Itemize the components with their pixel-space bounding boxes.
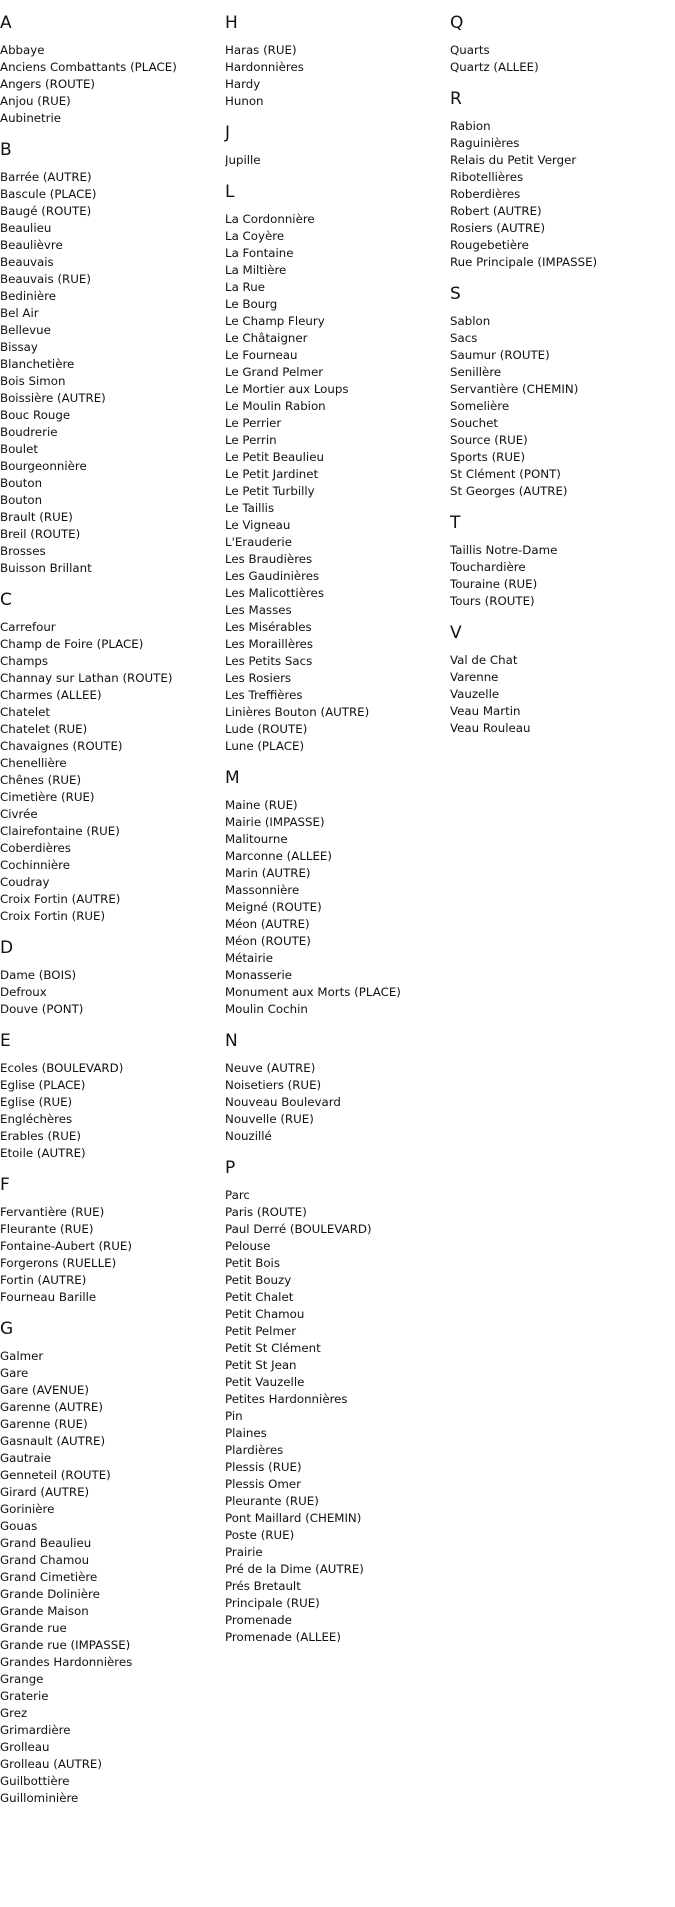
street-entry: Grange (0, 1672, 44, 1686)
street-entry: Guillominière (0, 1791, 79, 1805)
street-entry: Parc (225, 1188, 250, 1202)
street-entry: Ribotellières (450, 170, 524, 184)
street-entry: Plessis Omer (225, 1477, 302, 1491)
street-entry: Clairefontaine (RUE) (0, 824, 120, 838)
street-entry: Aubinetrie (0, 111, 62, 125)
section-letter-heading: T (450, 513, 461, 533)
street-entry: Engléchères (0, 1112, 73, 1126)
street-entry: Tours (ROUTE) (450, 594, 535, 608)
street-entry: Gorinière (0, 1502, 55, 1516)
street-entry: Gasnault (AUTRE) (0, 1434, 106, 1448)
street-entry: Varenne (450, 670, 499, 684)
section-letter-heading: C (0, 590, 12, 610)
street-entry: Sports (RUE) (450, 450, 526, 464)
street-entry: Plaines (225, 1426, 267, 1440)
street-entry: Haras (RUE) (225, 43, 297, 57)
street-entry: Linières Bouton (AUTRE) (225, 705, 370, 719)
street-entry: Rosiers (AUTRE) (450, 221, 546, 235)
street-entry: La Miltière (225, 263, 287, 277)
street-entry: Bouc Rouge (0, 408, 71, 422)
street-entry: Bedinière (0, 289, 56, 303)
section-letter-heading: E (0, 1031, 11, 1051)
street-entry: Angers (ROUTE) (0, 77, 96, 91)
street-list (0, 960, 225, 1018)
street-entry: Bissay (0, 340, 38, 354)
letter-section (0, 127, 225, 577)
street-list (225, 204, 450, 755)
street-entry: Méon (AUTRE) (225, 917, 310, 931)
street-list (450, 645, 675, 737)
street-entry: Promenade (225, 1613, 292, 1627)
street-entry: Le Petit Jardinet (225, 467, 319, 481)
section-letter-heading: A (0, 13, 12, 33)
street-entry: Brosses (0, 544, 46, 558)
street-entry: Gouas (0, 1519, 38, 1533)
street-entry: Paris (ROUTE) (225, 1205, 307, 1219)
street-entry: Mairie (IMPASSE) (225, 815, 325, 829)
street-entry: Erables (RUE) (0, 1129, 81, 1143)
street-entry: Saumur (ROUTE) (450, 348, 550, 362)
street-entry: St Clément (PONT) (450, 467, 561, 481)
street-entry: Petit Chalet (225, 1290, 294, 1304)
street-entry: Bois Simon (0, 374, 66, 388)
street-entry: Taillis Notre-Dame (450, 543, 558, 557)
letter-section (0, 0, 225, 127)
street-entry: Petit Vauzelle (225, 1375, 305, 1389)
street-entry: Bouton (0, 493, 43, 507)
street-entry: Garenne (RUE) (0, 1417, 88, 1431)
street-entry: Chenellière (0, 756, 67, 770)
street-entry: Grolleau (0, 1740, 50, 1754)
street-entry: Galmer (0, 1349, 44, 1363)
street-entry: Cimetière (RUE) (0, 790, 95, 804)
street-list (225, 35, 450, 110)
street-entry: Prairie (225, 1545, 263, 1559)
street-list (0, 1197, 225, 1306)
letter-section (0, 1306, 225, 1807)
street-entry: Fontaine-Aubert (RUE) (0, 1239, 132, 1253)
letter-section (225, 1018, 450, 1145)
street-entry: Charmes (ALLEE) (0, 688, 102, 702)
section-letter-heading: J (225, 123, 231, 143)
section-letter-heading: B (0, 140, 12, 160)
street-entry: Monument aux Morts (PLACE) (225, 985, 401, 999)
street-entry: Petit Chamou (225, 1307, 305, 1321)
street-entry: Petit St Jean (225, 1358, 297, 1372)
street-entry: Grande Dolinière (0, 1587, 100, 1601)
street-entry: Les Moraillères (225, 637, 314, 651)
street-entry: Petit St Clément (225, 1341, 321, 1355)
street-entry: Chatelet (0, 705, 50, 719)
street-entry: Poste (RUE) (225, 1528, 295, 1542)
street-entry: Chatelet (RUE) (0, 722, 88, 736)
street-entry: Quarts (450, 43, 490, 57)
street-entry: Fleurante (RUE) (0, 1222, 94, 1236)
street-entry: Rue Principale (IMPASSE) (450, 255, 598, 269)
street-entry: Massonnière (225, 883, 300, 897)
street-entry: Fervantière (RUE) (0, 1205, 105, 1219)
street-entry: Grande Maison (0, 1604, 89, 1618)
street-entry: Les Masses (225, 603, 292, 617)
street-entry: Le Châtaigner (225, 331, 308, 345)
street-entry: Gautraie (0, 1451, 52, 1465)
street-entry: Coudray (0, 875, 50, 889)
letter-section (225, 755, 450, 1018)
street-list (450, 111, 675, 271)
section-letter-heading: S (450, 284, 461, 304)
street-entry: Ecoles (BOULEVARD) (0, 1061, 124, 1075)
street-entry: Brault (RUE) (0, 510, 73, 524)
street-list (450, 306, 675, 500)
index-column (0, 0, 225, 1807)
street-entry: Cochinnière (0, 858, 71, 872)
street-entry: Barrée (AUTRE) (0, 170, 92, 184)
street-entry: Grande rue (IMPASSE) (0, 1638, 131, 1652)
street-entry: Le Grand Pelmer (225, 365, 324, 379)
street-entry: Pin (225, 1409, 243, 1423)
street-entry: Le Vigneau (225, 518, 291, 532)
street-entry: Les Rosiers (225, 671, 292, 685)
street-entry: Paul Derré (BOULEVARD) (225, 1222, 372, 1236)
street-entry: La Rue (225, 280, 265, 294)
street-entry: Veau Rouleau (450, 721, 531, 735)
street-entry: Fortin (AUTRE) (0, 1273, 87, 1287)
letter-section (450, 76, 675, 271)
street-entry: Defroux (0, 985, 47, 999)
street-entry: Pelouse (225, 1239, 271, 1253)
street-entry: Val de Chat (450, 653, 518, 667)
street-list (0, 162, 225, 577)
street-entry: Principale (RUE) (225, 1596, 320, 1610)
street-entry: Fourneau Barille (0, 1290, 97, 1304)
street-entry: Bascule (PLACE) (0, 187, 97, 201)
street-entry: Monasserie (225, 968, 293, 982)
street-entry: Pleurante (RUE) (225, 1494, 319, 1508)
street-entry: Gare (0, 1366, 29, 1380)
street-entry: Chavaignes (ROUTE) (0, 739, 123, 753)
index-column (450, 0, 675, 1807)
street-entry: Graterie (0, 1689, 49, 1703)
street-entry: Grand Chamou (0, 1553, 90, 1567)
street-entry: Vauzelle (450, 687, 500, 701)
street-entry: Métairie (225, 951, 273, 965)
street-entry: Source (RUE) (450, 433, 528, 447)
street-entry: Boulet (0, 442, 38, 456)
street-entry: Abbaye (0, 43, 45, 57)
street-entry: Grand Cimetière (0, 1570, 98, 1584)
street-entry: Eglise (PLACE) (0, 1078, 86, 1092)
street-entry: Les Misérables (225, 620, 312, 634)
section-letter-heading: F (0, 1175, 10, 1195)
street-entry: Civrée (0, 807, 38, 821)
street-entry: Marconne (ALLEE) (225, 849, 332, 863)
street-entry: Pré de la Dime (AUTRE) (225, 1562, 364, 1576)
street-entry: Gare (AVENUE) (0, 1383, 89, 1397)
street-entry: Grande rue (0, 1621, 67, 1635)
street-entry: Channay sur Lathan (ROUTE) (0, 671, 173, 685)
street-entry: Buisson Brillant (0, 561, 92, 575)
street-entry: Relais du Petit Verger (450, 153, 577, 167)
street-entry: La Coyère (225, 229, 285, 243)
street-entry: Le Petit Turbilly (225, 484, 315, 498)
street-entry: Boissière (AUTRE) (0, 391, 106, 405)
letter-section (225, 169, 450, 755)
street-entry: Prés Bretault (225, 1579, 301, 1593)
street-entry: Souchet (450, 416, 499, 430)
street-entry: Beauvais (0, 255, 54, 269)
street-entry: Roberdières (450, 187, 521, 201)
section-letter-heading: H (225, 13, 238, 33)
street-entry: Eglise (RUE) (0, 1095, 73, 1109)
street-entry: Petit Bois (225, 1256, 280, 1270)
street-entry: Lude (ROUTE) (225, 722, 308, 736)
letter-section (0, 1162, 225, 1306)
street-entry: Croix Fortin (RUE) (0, 909, 106, 923)
street-entry: La Fontaine (225, 246, 294, 260)
street-entry: Champs (0, 654, 49, 668)
street-entry: Somelière (450, 399, 510, 413)
street-entry: Malitourne (225, 832, 288, 846)
street-entry: Beaulièvre (0, 238, 63, 252)
section-letter-heading: N (225, 1031, 238, 1051)
street-entry: Marin (AUTRE) (225, 866, 311, 880)
street-entry: Nouvelle (RUE) (225, 1112, 314, 1126)
street-entry: Maine (RUE) (225, 798, 298, 812)
street-entry: Petites Hardonnières (225, 1392, 348, 1406)
street-entry: Touraine (RUE) (450, 577, 538, 591)
street-entry: Breil (ROUTE) (0, 527, 81, 541)
letter-section (450, 271, 675, 500)
street-entry: Robert (AUTRE) (450, 204, 542, 218)
street-entry: Bouton (0, 476, 43, 490)
street-list (0, 1053, 225, 1162)
street-list (0, 1341, 225, 1807)
street-entry: Garenne (AUTRE) (0, 1400, 103, 1414)
street-entry: Petit Bouzy (225, 1273, 292, 1287)
letter-section (0, 925, 225, 1018)
street-list (225, 790, 450, 1018)
section-letter-heading: D (0, 938, 14, 958)
street-entry: Rougebetière (450, 238, 529, 252)
street-entry: Neuve (AUTRE) (225, 1061, 316, 1075)
street-entry: Bellevue (0, 323, 51, 337)
street-entry: Anjou (RUE) (0, 94, 71, 108)
street-entry: Anciens Combattants (PLACE) (0, 60, 177, 74)
street-list (225, 145, 450, 169)
street-entry: Le Taillis (225, 501, 275, 515)
street-entry: Bourgeonnière (0, 459, 87, 473)
street-entry: Les Braudières (225, 552, 313, 566)
street-entry: Le Bourg (225, 297, 278, 311)
street-entry: Plardières (225, 1443, 284, 1457)
street-entry: Nouzillé (225, 1129, 272, 1143)
street-list (450, 35, 675, 76)
index-column (225, 0, 450, 1807)
street-entry: Douve (PONT) (0, 1002, 84, 1016)
street-entry: Rabion (450, 119, 491, 133)
street-entry: Senillère (450, 365, 502, 379)
street-entry: Servantière (CHEMIN) (450, 382, 579, 396)
street-entry: Touchardière (450, 560, 526, 574)
street-entry: Bel Air (0, 306, 39, 320)
street-entry: Veau Martin (450, 704, 521, 718)
street-entry: Forgerons (RUELLE) (0, 1256, 117, 1270)
street-entry: Promenade (ALLEE) (225, 1630, 341, 1644)
section-letter-heading: G (0, 1319, 14, 1339)
street-list (450, 535, 675, 610)
street-entry: L'Erauderie (225, 535, 292, 549)
street-entry: Moulin Cochin (225, 1002, 308, 1016)
street-entry: Dame (BOIS) (0, 968, 77, 982)
street-entry: Pont Maillard (CHEMIN) (225, 1511, 362, 1525)
street-entry: Grand Beaulieu (0, 1536, 92, 1550)
street-entry: Chênes (RUE) (0, 773, 82, 787)
street-entry: Boudrerie (0, 425, 58, 439)
letter-section (0, 1018, 225, 1162)
street-entry: Petit Pelmer (225, 1324, 297, 1338)
street-entry: Beauvais (RUE) (0, 272, 91, 286)
street-entry: Quartz (ALLEE) (450, 60, 539, 74)
street-list (0, 35, 225, 127)
street-entry: Lune (PLACE) (225, 739, 305, 753)
street-entry: Le Moulin Rabion (225, 399, 326, 413)
street-entry: St Georges (AUTRE) (450, 484, 568, 498)
street-entry: Le Petit Beaulieu (225, 450, 324, 464)
street-list (0, 612, 225, 925)
street-entry: Hardonnières (225, 60, 304, 74)
street-entry: Baugé (ROUTE) (0, 204, 92, 218)
street-entry: Genneteil (ROUTE) (0, 1468, 111, 1482)
section-letter-heading: Q (450, 13, 464, 33)
letter-section (450, 500, 675, 610)
letter-section (225, 0, 450, 110)
street-entry: Champ de Foire (PLACE) (0, 637, 144, 651)
street-entry: Grandes Hardonnières (0, 1655, 133, 1669)
street-entry: Hunon (225, 94, 264, 108)
letter-section (450, 610, 675, 737)
street-entry: La Cordonnière (225, 212, 315, 226)
street-entry: Coberdières (0, 841, 71, 855)
street-list (225, 1053, 450, 1145)
section-letter-heading: R (450, 89, 462, 109)
section-letter-heading: M (225, 768, 240, 788)
street-entry: Jupille (225, 153, 261, 167)
street-entry: Etoile (AUTRE) (0, 1146, 86, 1160)
street-entry: Sacs (450, 331, 478, 345)
street-entry: Le Perrin (225, 433, 277, 447)
letter-section (0, 577, 225, 925)
street-entry: Le Mortier aux Loups (225, 382, 349, 396)
street-entry: Grolleau (AUTRE) (0, 1757, 102, 1771)
letter-section (225, 110, 450, 169)
section-letter-heading: P (225, 1158, 236, 1178)
street-entry: Les Treffières (225, 688, 303, 702)
street-entry: Croix Fortin (AUTRE) (0, 892, 121, 906)
street-entry: Raguinières (450, 136, 520, 150)
street-entry: Girard (AUTRE) (0, 1485, 90, 1499)
street-entry: Méon (ROUTE) (225, 934, 311, 948)
street-entry: Blanchetière (0, 357, 75, 371)
street-entry: Guilbottière (0, 1774, 70, 1788)
street-entry: Noisetiers (RUE) (225, 1078, 322, 1092)
section-letter-heading: V (450, 623, 462, 643)
street-entry: Les Petits Sacs (225, 654, 313, 668)
street-entry: Les Malicottières (225, 586, 324, 600)
letter-section (450, 0, 675, 76)
street-entry: Le Champ Fleury (225, 314, 325, 328)
street-entry: Plessis (RUE) (225, 1460, 302, 1474)
letter-section (225, 1145, 450, 1646)
street-entry: Grez (0, 1706, 28, 1720)
street-entry: Nouveau Boulevard (225, 1095, 341, 1109)
street-list (225, 1180, 450, 1646)
street-entry: Le Perrier (225, 416, 282, 430)
street-entry: Grimardière (0, 1723, 71, 1737)
street-entry: Le Fourneau (225, 348, 298, 362)
street-entry: Les Gaudinières (225, 569, 320, 583)
section-letter-heading: L (225, 182, 235, 202)
street-entry: Sablon (450, 314, 491, 328)
street-entry: Hardy (225, 77, 261, 91)
street-entry: Beaulieu (0, 221, 52, 235)
street-entry: Meigné (ROUTE) (225, 900, 322, 914)
street-entry: Carrefour (0, 620, 56, 634)
